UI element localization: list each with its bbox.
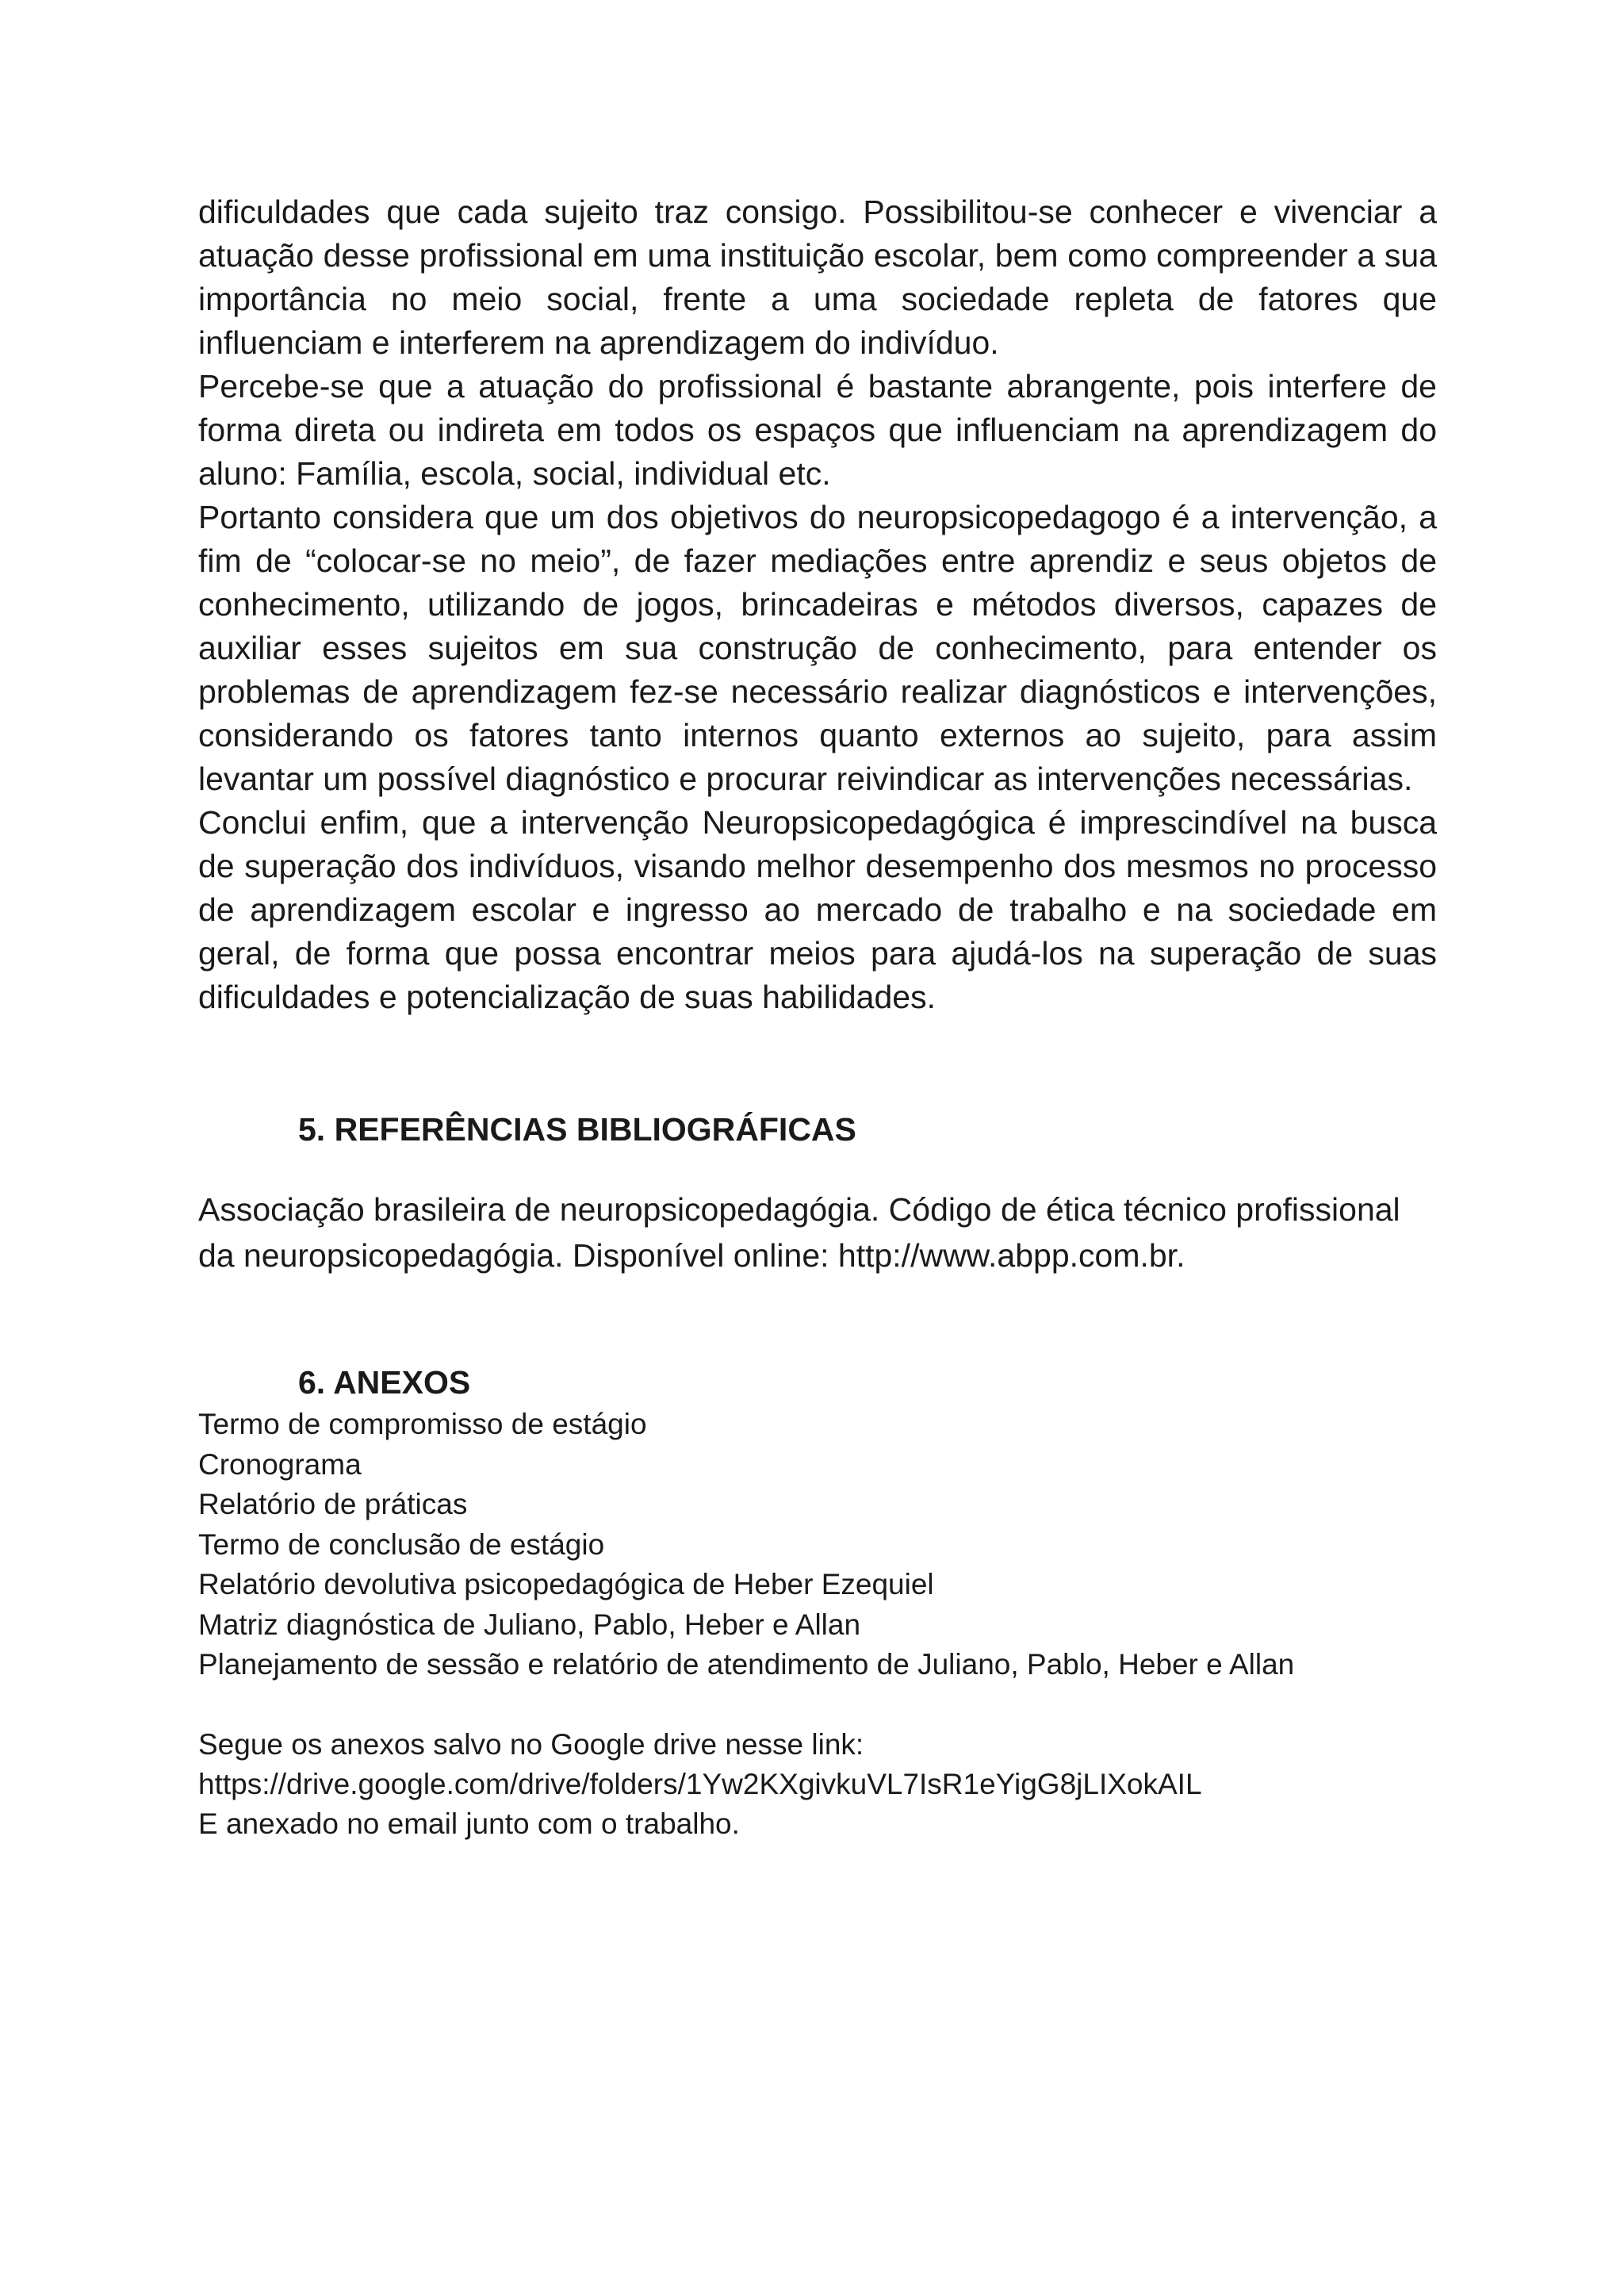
document-page xyxy=(198,190,1437,1844)
spacer xyxy=(198,1278,1437,1361)
spacer xyxy=(198,1019,1437,1108)
annex-item: Relatório de práticas xyxy=(198,1488,468,1520)
annex-item: Cronograma xyxy=(198,1447,362,1481)
annex-list xyxy=(198,1405,1437,1685)
conclusion-paragraph-1: dificuldades que cada sujeito traz consigo. Possibilitou-se conhecer e vivenciar a atuação desse profissional em uma instituição escolar, bem como compreender a sua importância no meio social, frente a uma sociedade repleta de fatores que influenciam e interferem na aprendizagem do indivíduo. xyxy=(198,194,1437,361)
drive-note: Segue os anexos salvo no Google drive nesse link: xyxy=(198,1727,864,1761)
annexes-heading: 6. ANEXOS xyxy=(298,1364,471,1401)
email-note: E anexado no email junto com o trabalho. xyxy=(198,1807,740,1840)
annex-item: Termo de compromisso de estágio xyxy=(198,1408,647,1440)
spacer xyxy=(198,1152,1437,1186)
references-heading: 5. REFERÊNCIAS BIBLIOGRÁFICAS xyxy=(298,1111,856,1148)
annex-item: Planejamento de sessão e relatório de atendimento de Juliano, Pablo, Heber e Allan xyxy=(198,1648,1295,1681)
conclusion-paragraph-4: Conclui enfim, que a intervenção Neuropsicopedagógica é imprescindível na busca de superação dos indivíduos, visando melhor desempenho dos mesmos no processo de aprendizagem escolar e ingresso ao mercado de trabalho e na sociedade em geral, de forma que possa encontrar meios para ajudá-los na superação de suas dificuldades e potencialização de suas habilidades. xyxy=(198,804,1437,1015)
spacer xyxy=(198,1685,1437,1725)
reference-entry: Associação brasileira de neuropsicopedagógia. Código de ética técnico profissional da neuropsicopedagógia. Disponível online: http://www.abpp.com.br. xyxy=(198,1191,1400,1274)
drive-link[interactable]: https://drive.google.com/drive/folders/1Yw2KXgivkuVL7IsR1eYigG8jLIXokAIL xyxy=(198,1767,1202,1800)
annex-item: Matriz diagnóstica de Juliano, Pablo, Heber e Allan xyxy=(198,1608,861,1641)
annex-item: Relatório devolutiva psicopedagógica de Heber Ezequiel xyxy=(198,1568,934,1600)
conclusion-paragraph-3: Portanto considera que um dos objetivos do neuropsicopedagogo é a intervenção, a fim de “colocar-se no meio”, de fazer mediações entre aprendiz e seus objetos de conhecimento, utilizando de jogos, brincadeiras e métodos diversos, capazes de auxiliar esses sujeitos em sua construção de conhecimento, para entender os problemas de aprendizagem fez-se necessário realizar diagnósticos e intervenções, considerando os fatores tanto internos quanto externos ao sujeito, para assim levantar um possível diagnóstico e procurar reivindicar as intervenções necessárias. xyxy=(198,499,1437,797)
annex-item: Termo de conclusão de estágio xyxy=(198,1527,605,1561)
conclusion-paragraph-2: Percebe-se que a atuação do profissional é bastante abrangente, pois interfere de forma direta ou indireta em todos os espaços que influenciam na aprendizagem do aluno: Família, escola, social, individual etc. xyxy=(198,368,1437,492)
